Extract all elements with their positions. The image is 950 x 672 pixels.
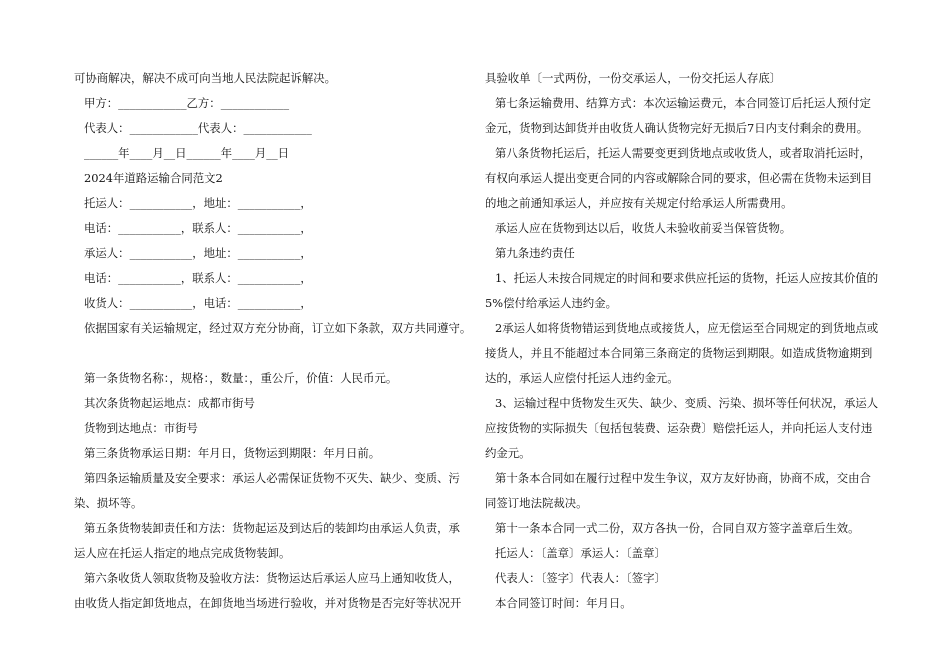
- text-line: 应按货物的实际损失〔包括包装费、运杂费〕赔偿托运人，并向托运人支付违: [485, 421, 873, 435]
- text-line: 1、托运人未按合同规定的时间和要求供应托运的货物，托运人应按其价值的: [495, 271, 879, 285]
- text-line: 电话：___________，联系人：___________，: [84, 271, 312, 285]
- text-line: 第四条运输质量及安全要求：承运人必需保证货物不灭失、缺少、变质、污: [84, 471, 460, 485]
- text-line: 运人应在托运人指定的地点完成货物装卸。: [74, 546, 291, 560]
- text-line: 金元，货物到达卸货并由收货人确认货物完好无损后7日内支付剩余的费用。: [485, 121, 869, 135]
- text-line: 代表人：〔签字〕代表人：〔签字〕: [495, 571, 666, 585]
- text-line: ______年____月__日______年____月__日: [84, 146, 290, 160]
- text-line: 承运人应在货物到达以后，收货人未验收前妥当保管货物。: [495, 221, 792, 235]
- text-line: 第十条本合同如在履行过程中发生争议，双方友好协商，协商不成，交由合: [495, 471, 871, 485]
- text-line: 承运人：___________，地址：___________，: [84, 246, 312, 260]
- left-column: [74, 66, 484, 616]
- text-line: 同签订地法院裁决。: [485, 496, 588, 510]
- text-line: 甲方：____________乙方：____________: [84, 96, 290, 110]
- text-line: 托运人：___________，地址：___________，: [84, 196, 312, 210]
- text-line: 本合同签订时间：年月日。: [495, 596, 632, 610]
- text-line: 第三条货物承运日期：年月日，货物运到期限：年月日前。: [84, 446, 381, 460]
- text-line: 染、损坏等。: [74, 496, 143, 510]
- text-line: 第八条货物托运后，托运人需要变更到货地点或收货人，或者取消托运时，: [495, 146, 871, 160]
- text-line: 第六条收货人领取货物及验收方法：货物运达后承运人应马上通知收货人，: [84, 571, 460, 585]
- text-line: 5%偿付给承运人违约金。: [485, 296, 617, 310]
- text-line: 电话：___________，联系人：___________，: [84, 221, 312, 235]
- text-line: 可协商解决，解决不成可向当地人民法院起诉解决。: [74, 71, 336, 85]
- text-line: 具验收单〔一式两份，一份交承运人，一份交托运人存底〕: [485, 71, 782, 85]
- text-line: 其次条货物起运地点：成都市街号: [84, 396, 255, 410]
- section-heading: 第九条违约责任: [495, 246, 575, 260]
- text-line: 由收货人指定卸货地点，在卸货地当场进行验收，并对货物是否完好等状况开: [74, 596, 462, 610]
- text-line: 货物到达地点：市街号: [84, 421, 198, 435]
- text-line: 达的，承运人应偿付托运人违约金元。: [485, 371, 679, 385]
- text-line: 第七条运输费用、结算方式：本次运输运费元，本合同签订后托运人预付定: [495, 96, 871, 110]
- text-line: 第一条货物名称：，规格：，数量：，重公斤，价值：人民币元。: [84, 371, 398, 385]
- text-line: 的地之前通知承运人，并应按有关规定付给承运人所需费用。: [485, 196, 793, 210]
- text-line: 有权向承运人提出变更合同的内容或解除合同的要求，但必需在货物未运到目: [485, 171, 873, 185]
- text-line: 约金元。: [485, 446, 531, 460]
- text-line: 代表人：____________代表人：____________: [84, 121, 312, 135]
- text-line: 托运人：〔盖章〕承运人：〔盖章〕: [495, 546, 666, 560]
- right-column: [485, 66, 885, 616]
- text-line: 收货人：___________，电话：___________，: [84, 296, 312, 310]
- section-heading: 2024年道路运输合同范文2: [84, 171, 223, 185]
- text-line: 第五条货物装卸责任和方法：货物起运及到达后的装卸均由承运人负责，承: [84, 521, 460, 535]
- text-line: 接货人，并且不能超过本合同第三条商定的货物运到期限。如造成货物逾期到: [485, 346, 873, 360]
- text-line: 2承运人如将货物错运到货地点或接货人，应无偿运至合同规定的到货地点或: [495, 321, 879, 335]
- text-line: 3、运输过程中货物发生灭失、缺少、变质、污染、损坏等任何状况，承运人: [495, 396, 879, 410]
- blank-line: [74, 341, 484, 366]
- text-line: 依据国家有关运输规定，经过双方充分协商，订立如下条款，双方共同遵守。: [84, 321, 472, 335]
- text-line: 第十一条本合同一式二份，双方各执一份，合同自双方签字盖章后生效。: [495, 521, 860, 535]
